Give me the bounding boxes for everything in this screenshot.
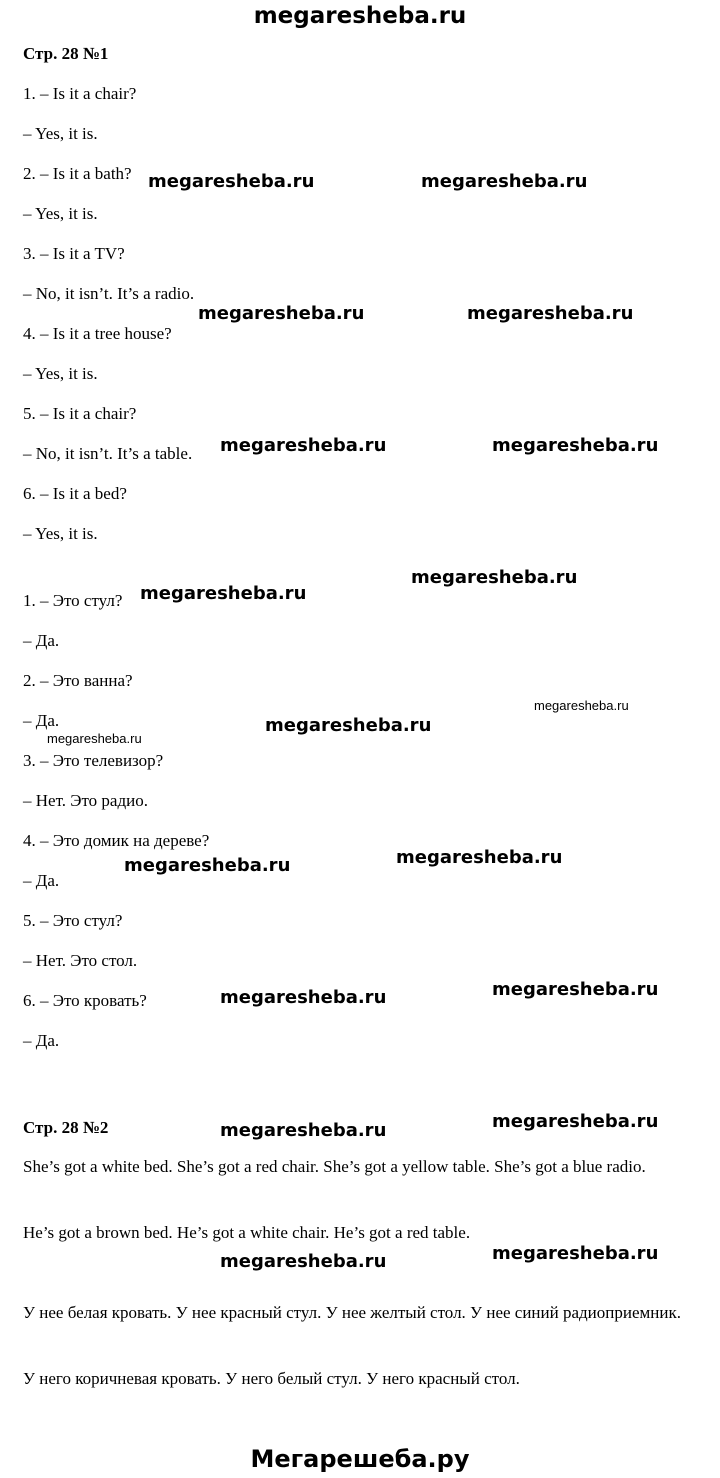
watermark: megaresheba.ru (265, 715, 432, 736)
en-line-1: 1. – Is it a chair? (23, 84, 137, 103)
section-title-2: Стр. 28 №2 (23, 1118, 109, 1137)
watermark-small: megaresheba.ru (47, 731, 142, 746)
ru-line-8: – Да. (23, 871, 60, 890)
en-line-9: 5. – Is it a chair? (23, 404, 137, 423)
en-line-2: – Yes, it is. (23, 124, 98, 143)
watermark: megaresheba.ru (492, 1243, 659, 1264)
paragraph-she-ru: У нее белая кровать. У нее красный стул. У нее желтый стол. У нее синий радиоприемник. (23, 1303, 681, 1322)
ru-line-7: 4. – Это домик на дереве? (23, 831, 210, 850)
paragraph-he-en: He’s got a brown bed. He’s got a white chair. He’s got a red table. (23, 1223, 471, 1242)
watermark: megaresheba.ru (140, 583, 307, 604)
ru-line-1: 1. – Это стул? (23, 591, 123, 610)
ru-line-11: 6. – Это кровать? (23, 991, 147, 1010)
ru-line-9: 5. – Это стул? (23, 911, 123, 930)
ru-line-3: 2. – Это ванна? (23, 671, 133, 690)
site-header-watermark: megaresheba.ru (253, 3, 467, 29)
en-line-5: 3. – Is it a TV? (23, 244, 125, 263)
en-line-8: – Yes, it is. (23, 364, 98, 383)
watermark: megaresheba.ru (220, 435, 387, 456)
en-line-11: 6. – Is it a bed? (23, 484, 127, 503)
paragraph-he-ru: У него коричневая кровать. У него белый стул. У него красный стол. (23, 1369, 520, 1388)
watermark: megaresheba.ru (492, 1111, 659, 1132)
watermark-small: megaresheba.ru (534, 698, 629, 713)
watermark: megaresheba.ru (396, 847, 563, 868)
site-footer-watermark: Мегарешеба.ру (250, 1445, 470, 1473)
watermark: megaresheba.ru (124, 855, 291, 876)
en-line-7: 4. – Is it a tree house? (23, 324, 172, 343)
ru-line-5: 3. – Это телевизор? (23, 751, 164, 770)
en-line-10: – No, it isn’t. It’s a table. (23, 444, 193, 463)
paragraph-she-en: She’s got a white bed. She’s got a red chair. She’s got a yellow table. She’s got a blue radio. (23, 1157, 646, 1176)
watermark: megaresheba.ru (198, 303, 365, 324)
ru-line-12: – Да. (23, 1031, 60, 1050)
watermark: megaresheba.ru (220, 1251, 387, 1272)
ru-line-2: – Да. (23, 631, 60, 650)
ru-line-4: – Да. (23, 711, 60, 730)
en-line-12: – Yes, it is. (23, 524, 98, 543)
watermark: megaresheba.ru (148, 171, 315, 192)
watermark: megaresheba.ru (220, 987, 387, 1008)
ru-line-6: – Нет. Это радио. (23, 791, 148, 810)
en-line-4: – Yes, it is. (23, 204, 98, 223)
en-line-3: 2. – Is it a bath? (23, 164, 132, 183)
watermark: megaresheba.ru (492, 979, 659, 1000)
ru-line-10: – Нет. Это стол. (23, 951, 138, 970)
watermark: megaresheba.ru (421, 171, 588, 192)
watermark: megaresheba.ru (220, 1120, 387, 1141)
watermark: megaresheba.ru (492, 435, 659, 456)
section-title-1: Стр. 28 №1 (23, 44, 109, 63)
watermark: megaresheba.ru (467, 303, 634, 324)
watermark: megaresheba.ru (411, 567, 578, 588)
en-line-6: – No, it isn’t. It’s a radio. (23, 284, 195, 303)
